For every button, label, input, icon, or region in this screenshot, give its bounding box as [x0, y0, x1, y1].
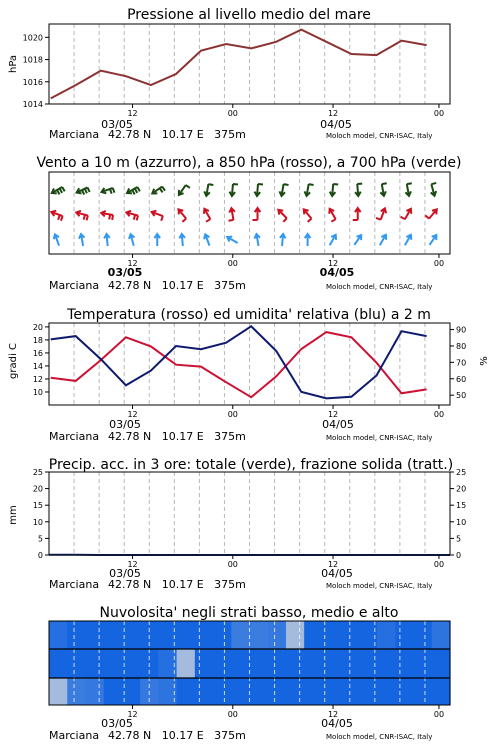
x-tick-label: 00 — [227, 410, 238, 419]
y-tick-label: 1020 — [22, 33, 43, 43]
cloud-cell — [432, 678, 451, 705]
wind-barb — [110, 189, 112, 194]
pressure-frame — [49, 24, 450, 104]
wind-barb — [134, 215, 135, 220]
x-tick-label: 00 — [227, 109, 238, 118]
cloud-cell — [177, 678, 196, 705]
y-tick-label: 20 — [456, 484, 467, 494]
y-tick-label: 10 — [32, 387, 43, 397]
x-tick-label: 00 — [433, 560, 445, 569]
cloud-cell — [250, 621, 269, 649]
cloud-cell — [49, 649, 68, 678]
location: Marciana — [49, 578, 100, 591]
wind-barb — [431, 183, 436, 184]
cloud-cell — [104, 678, 123, 705]
x-tick-label: 12 — [327, 259, 339, 268]
wind-barb — [309, 184, 314, 185]
cloud-cell — [231, 649, 250, 678]
wind-arrow — [229, 184, 237, 196]
coords: 42.78 N 10.17 E 375m — [108, 430, 246, 443]
cloud-cell — [231, 621, 250, 649]
y-tick-label: 80 — [456, 341, 467, 351]
cloud-cell — [177, 649, 196, 678]
wind-arrow — [127, 187, 140, 194]
cloud-panel — [49, 605, 451, 742]
humidity-ylabel: % — [479, 356, 490, 366]
date-label-1: 03/05 — [101, 118, 133, 131]
wind-frame — [49, 172, 450, 254]
y-tick-label: 70 — [456, 358, 467, 368]
y-tick-label: 25 — [32, 468, 43, 477]
wind-arrow — [179, 234, 185, 246]
wind-barb — [112, 215, 113, 220]
wind-barb — [82, 190, 84, 195]
wind-arrow — [152, 211, 163, 221]
wind-arrow — [129, 234, 134, 246]
cloud-cell — [213, 621, 232, 649]
pressure-line — [51, 30, 427, 99]
wind-barb — [376, 218, 381, 220]
y-tick-label: 10 — [32, 517, 43, 527]
wind-arrow — [52, 187, 65, 194]
cloud-cell — [322, 678, 341, 705]
cloud-cell — [414, 649, 433, 678]
date-label-2: 04/05 — [319, 266, 355, 279]
wind-arrow — [101, 211, 113, 220]
wind-arrow — [353, 208, 361, 220]
wind-barb — [284, 184, 289, 185]
cloud-cell — [432, 649, 451, 678]
humidity-line — [51, 326, 427, 398]
date-label-2: 04/05 — [321, 717, 353, 730]
pressure-title: Pressione al livello medio del mare — [127, 7, 371, 23]
date-label-2: 04/05 — [321, 567, 353, 580]
wind-barb — [85, 189, 87, 194]
wind-panel — [36, 155, 461, 292]
wind-arrow — [330, 235, 336, 245]
cloud-cell — [122, 649, 141, 678]
wind-arrow — [126, 211, 138, 221]
coords: 42.78 N 10.17 E 375m — [108, 729, 246, 742]
cloud-cell — [213, 649, 232, 678]
cloud-cell — [85, 621, 104, 649]
x-tick-label: 00 — [433, 410, 445, 419]
wind-arrow — [354, 235, 361, 245]
y-tick-label: 10 — [456, 517, 467, 527]
wind-arrow — [305, 234, 311, 246]
wind-arrow — [380, 235, 386, 245]
wind-barb — [401, 217, 405, 220]
wind-arrow — [405, 183, 411, 196]
wind-barb — [57, 190, 60, 194]
cloud-cell — [122, 678, 141, 705]
cloud-cell — [85, 678, 104, 705]
y-tick-label: 1014 — [22, 100, 43, 109]
wind-arrow — [405, 235, 411, 245]
cloud-cell — [268, 621, 287, 649]
y-tick-label: 16 — [32, 348, 43, 358]
cloud-cell — [49, 678, 68, 705]
x-tick-label: 12 — [127, 259, 138, 268]
wind-barb — [87, 216, 88, 221]
y-tick-label: 0 — [456, 551, 462, 560]
cloud-cell — [195, 649, 214, 678]
cloud-cell — [67, 621, 86, 649]
y-tick-label: 14 — [32, 361, 43, 371]
wind-barb — [382, 183, 387, 184]
cloud-cell — [122, 621, 141, 649]
x-tick-label: 12 — [127, 109, 138, 118]
location: Marciana — [49, 729, 100, 742]
wind-arrow — [278, 210, 286, 222]
x-tick-label: 00 — [433, 710, 445, 719]
wind-arrow — [229, 208, 235, 221]
cloud-cell — [231, 678, 250, 705]
x-tick-label: 12 — [127, 410, 138, 419]
wind-barb — [84, 215, 85, 220]
y-tick-label: 5 — [37, 534, 43, 544]
y-tick-label: 60 — [456, 374, 467, 384]
wind-arrow — [152, 187, 165, 194]
cloud-cell — [268, 649, 287, 678]
wind-arrow — [255, 184, 263, 196]
wind-arrow — [401, 209, 412, 219]
wind-barb — [182, 219, 186, 222]
wind-arrow — [280, 234, 286, 246]
coords: 42.78 N 10.17 E 375m — [108, 279, 246, 292]
wind-arrow — [355, 184, 362, 196]
cloud-cell — [377, 621, 396, 649]
y-tick-label: 90 — [456, 325, 467, 335]
cloud-cell — [104, 649, 123, 678]
x-tick-label: 00 — [433, 109, 445, 118]
wind-arrow — [425, 209, 437, 218]
x-tick-label: 00 — [227, 259, 238, 268]
coords: 42.78 N 10.17 E 375m — [108, 578, 246, 591]
cloud-cell — [377, 649, 396, 678]
wind-barb — [58, 215, 60, 220]
wind-arrow — [79, 234, 85, 246]
date-label-2: 04/05 — [320, 118, 352, 131]
cloud-cell — [322, 621, 341, 649]
cloud-cell — [85, 649, 104, 678]
location: Marciana — [49, 128, 100, 141]
precip-ylabel: mm — [8, 505, 19, 525]
wind-arrow — [431, 183, 437, 196]
wind-barb — [162, 187, 165, 191]
coords: 42.78 N 10.17 E 375m — [108, 128, 246, 141]
wind-barb — [206, 219, 210, 222]
y-tick-label: 25 — [456, 468, 467, 477]
y-tick-label: 20 — [32, 484, 43, 494]
date-label-2: 04/05 — [322, 418, 354, 431]
wind-barb — [208, 184, 213, 185]
model-credit: Moloch model, CNR-ISAC, Italy — [326, 283, 433, 291]
wind-arrow — [429, 235, 436, 245]
model-credit: Moloch model, CNR-ISAC, Italy — [326, 132, 433, 140]
wind-arrow — [178, 209, 186, 221]
wind-arrow — [253, 208, 261, 220]
cloud-cell — [286, 649, 305, 678]
model-credit: Moloch model, CNR-ISAC, Italy — [326, 582, 433, 590]
wind-barb — [60, 189, 63, 193]
wind-barb — [62, 187, 65, 191]
wind-arrow — [204, 184, 213, 196]
cloud-cell — [213, 678, 232, 705]
wind-arrow — [380, 183, 386, 196]
cloud-cell — [67, 649, 86, 678]
pressure-ylabel: hPa — [8, 54, 19, 74]
wind-arrow — [104, 234, 110, 246]
x-tick-label: 00 — [433, 259, 445, 268]
wind-arrow — [330, 184, 338, 196]
cloud-cell — [304, 649, 323, 678]
y-tick-label: 1016 — [22, 77, 43, 87]
x-tick-label: 12 — [327, 109, 339, 118]
wind-arrow — [204, 209, 210, 222]
pressure-panel — [8, 7, 450, 141]
wind-arrow — [101, 188, 114, 194]
precip-title: Precip. acc. in 3 ore: totale (verde), frazione solida (tratt.) — [48, 457, 454, 473]
cloud-cell — [49, 621, 68, 649]
x-tick-label: 00 — [227, 560, 238, 569]
y-tick-label: 5 — [456, 534, 462, 544]
wind-arrow — [179, 185, 190, 195]
temp-frame — [49, 323, 450, 405]
wind-arrow — [54, 234, 59, 245]
temp-ylabel: gradi C — [8, 343, 19, 379]
cloud-cell — [395, 649, 414, 678]
cloud-cell — [286, 678, 305, 705]
wind-title: Vento a 10 m (azzurro), a 850 hPa (rosso), a 700 hPa (verde) — [36, 155, 462, 171]
wind-arrow — [279, 184, 288, 196]
x-tick-label: 12 — [127, 560, 138, 569]
wind-barb — [331, 219, 335, 222]
x-tick-label: 00 — [227, 710, 238, 719]
wind-arrow — [304, 209, 312, 221]
cloud-cell — [104, 621, 123, 649]
wind-barb — [137, 216, 138, 221]
y-tick-label: 20 — [32, 322, 43, 332]
wind-arrow — [329, 209, 335, 222]
model-credit: Moloch model, CNR-ISAC, Italy — [326, 434, 433, 442]
wind-barb — [186, 185, 190, 188]
cloud-cell — [304, 678, 323, 705]
wind-arrow — [254, 234, 260, 246]
wind-barb — [425, 215, 429, 218]
x-tick-label: 12 — [327, 560, 339, 569]
y-tick-label: 1018 — [22, 55, 43, 65]
cloud-cell — [395, 678, 414, 705]
cloud-cell — [414, 621, 433, 649]
wind-barb — [132, 190, 135, 194]
wind-barb — [137, 187, 140, 191]
wind-barb — [308, 219, 312, 222]
wind-barb — [283, 218, 287, 222]
y-tick-label: 15 — [32, 501, 43, 511]
wind-barb — [161, 216, 163, 221]
cloud-cell — [195, 621, 214, 649]
y-tick-label: 0 — [37, 551, 43, 560]
cloud-cell — [268, 678, 287, 705]
y-tick-label: 15 — [456, 501, 467, 511]
date-label-1: 03/05 — [101, 717, 133, 730]
wind-arrow — [77, 187, 90, 194]
wind-barb — [229, 220, 234, 221]
location: Marciana — [49, 430, 100, 443]
temp-title: Temperatura (rosso) ed umidita' relativa (blu) a 2 m — [67, 307, 431, 323]
wind-barb — [88, 187, 90, 192]
cloud-cell — [195, 678, 214, 705]
model-credit: Moloch model, CNR-ISAC, Italy — [326, 733, 433, 741]
wind-barb — [135, 189, 138, 193]
x-tick-label: 12 — [327, 410, 339, 419]
temp-panel — [8, 307, 490, 443]
wind-arrow — [227, 237, 237, 243]
wind-arrow — [305, 184, 314, 196]
cloud-cell — [250, 649, 269, 678]
y-tick-label: 50 — [456, 391, 467, 401]
date-label-1: 03/05 — [109, 567, 141, 580]
x-tick-label: 12 — [327, 710, 339, 719]
y-tick-label: 18 — [32, 335, 43, 345]
wind-arrow — [376, 208, 386, 219]
cloud-cell — [432, 621, 451, 649]
x-tick-label: 12 — [127, 710, 138, 719]
wind-barb — [160, 188, 163, 192]
date-label-1: 03/05 — [107, 266, 143, 279]
cloud-cell — [177, 621, 196, 649]
wind-arrow — [154, 234, 160, 246]
wind-barb — [407, 183, 412, 184]
cloud-title: Nuvolosita' negli strati basso, medio e alto — [99, 605, 399, 621]
cloud-cell — [67, 678, 86, 705]
y-tick-label: 12 — [32, 374, 43, 384]
wind-arrow — [51, 211, 62, 221]
cloud-cell — [250, 678, 269, 705]
wind-arrow — [204, 234, 209, 245]
date-label-1: 03/05 — [109, 418, 141, 431]
wind-barb — [109, 215, 110, 220]
location: Marciana — [49, 279, 100, 292]
wind-barb — [113, 188, 115, 193]
cloud-cell — [377, 678, 396, 705]
cloud-cell — [395, 621, 414, 649]
wind-arrow — [76, 211, 88, 221]
cloud-cell — [286, 621, 305, 649]
wind-barb — [61, 216, 63, 221]
cloud-cell — [304, 621, 323, 649]
cloud-cell — [322, 649, 341, 678]
cloud-cell — [414, 678, 433, 705]
precip-panel — [8, 457, 466, 591]
